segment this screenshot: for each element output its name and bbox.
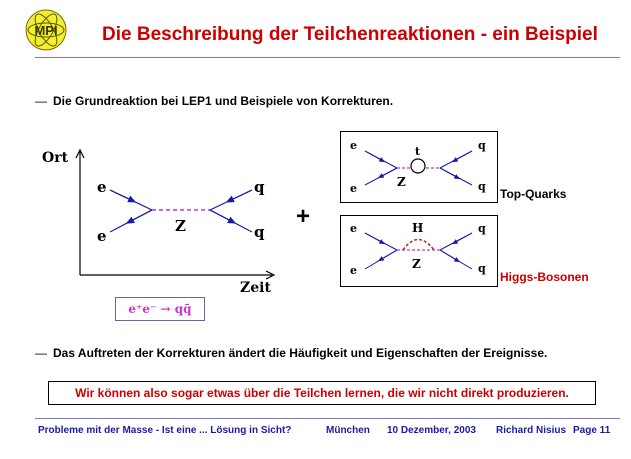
bullet-marker: — bbox=[35, 346, 47, 360]
higgs-bosons-caption: Higgs-Bosonen bbox=[500, 270, 589, 284]
label-quark-bottom: q bbox=[254, 223, 265, 241]
footer-talk-title: Probleme mit der Masse - Ist eine ... Lösung in Sicht? bbox=[38, 425, 292, 436]
bullet-marker: — bbox=[35, 94, 47, 108]
page-title: Die Beschreibung der Teilchenreaktionen - ein Beispiel bbox=[102, 24, 598, 45]
top-quarks-caption: Top-Quarks bbox=[500, 187, 567, 201]
plus-sign: + bbox=[296, 203, 311, 230]
mpi-logo bbox=[22, 8, 70, 52]
label-electron-top: e bbox=[97, 178, 107, 196]
label-electron-bottom: e bbox=[97, 227, 107, 245]
fermion-arrow-icon bbox=[129, 210, 152, 222]
label-z-boson: Z bbox=[412, 257, 421, 271]
title-divider bbox=[35, 57, 620, 58]
label-quark-top: q bbox=[254, 178, 265, 196]
label-quark-bottom: q bbox=[478, 262, 486, 275]
reaction-formula: e⁺e⁻ → qq̄ bbox=[128, 302, 192, 316]
bullet-text: Das Auftreten der Korrekturen ändert die Häufigkeit und Eigenschaften der Ereignisse. bbox=[53, 346, 548, 360]
reaction-formula-box bbox=[115, 297, 205, 321]
label-z-boson: Z bbox=[175, 217, 186, 235]
main-feynman-diagram bbox=[40, 140, 290, 300]
footer-city: München bbox=[326, 425, 370, 436]
bullet-basic-reaction bbox=[35, 94, 393, 108]
label-quark-bottom: q bbox=[478, 180, 486, 193]
fermion-arrow-icon bbox=[210, 210, 233, 222]
label-electron-top: e bbox=[350, 222, 357, 235]
label-higgs: H bbox=[412, 221, 424, 235]
label-z-boson: Z bbox=[397, 175, 406, 189]
higgs-diagram bbox=[340, 215, 498, 287]
label-top-quark: t bbox=[415, 145, 421, 158]
label-quark-top: q bbox=[478, 139, 486, 152]
x-axis-label: Zeit bbox=[240, 280, 271, 296]
y-axis-label: Ort bbox=[42, 150, 69, 166]
diagram-frame bbox=[341, 132, 498, 203]
conclusion-text: Wir können also sogar etwas über die Teilchen lernen, die wir nicht direkt produzieren. bbox=[75, 386, 569, 400]
label-quark-top: q bbox=[478, 222, 486, 235]
bullet-corrections-effect bbox=[35, 346, 547, 360]
footer-date: 10 Dezember, 2003 bbox=[387, 425, 476, 436]
atom-logo-icon bbox=[22, 8, 70, 52]
top-quark-diagram bbox=[340, 131, 498, 203]
label-electron-bottom: e bbox=[350, 264, 357, 277]
logo-text: MPI bbox=[34, 23, 58, 38]
footer-author: Richard Nisius bbox=[496, 425, 567, 436]
footer-page-number: Page 11 bbox=[573, 425, 611, 436]
footer-divider bbox=[35, 418, 620, 419]
label-electron-bottom: e bbox=[350, 182, 357, 195]
bullet-text: Die Grundreaktion bei LEP1 und Beispiele von Korrekturen. bbox=[53, 94, 394, 108]
label-electron-top: e bbox=[350, 139, 357, 152]
fermion-arrow-icon bbox=[110, 190, 133, 201]
fermion-arrow-icon bbox=[229, 190, 252, 201]
conclusion-note bbox=[48, 381, 596, 405]
